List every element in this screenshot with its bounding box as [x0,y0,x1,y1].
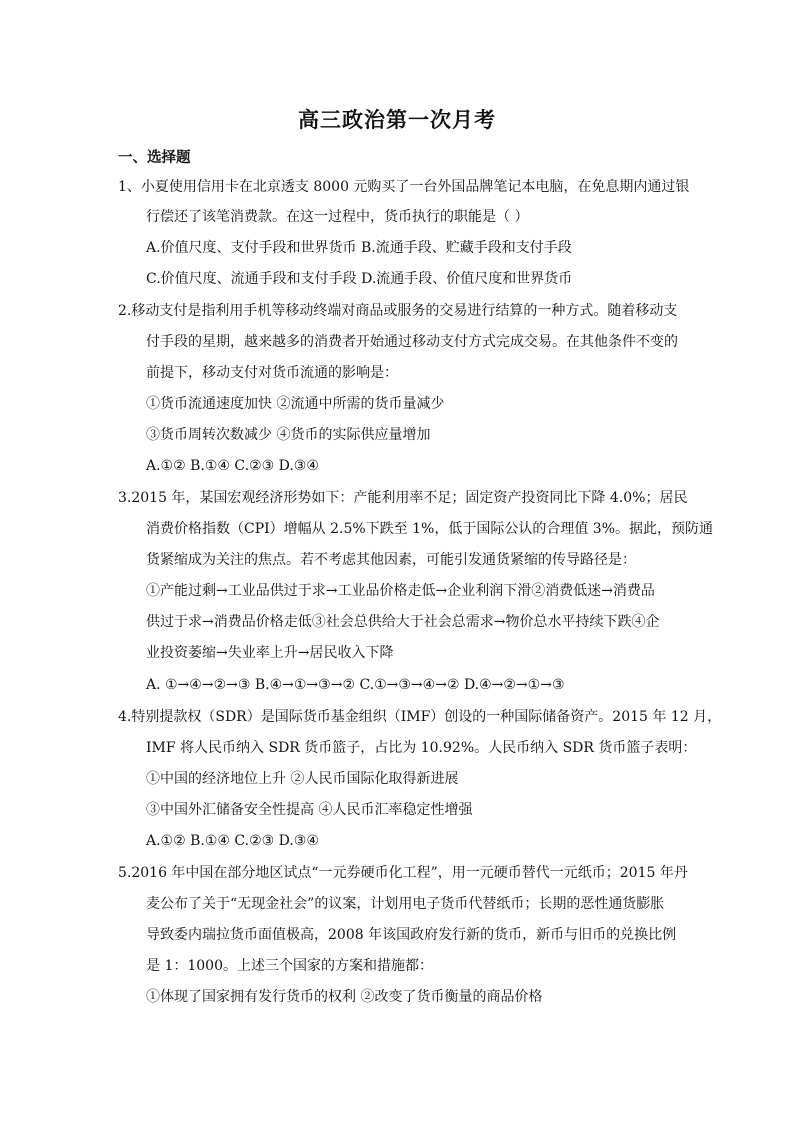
question-2-option-row: A.①② B.①④ C.②③ D.③④ [146,458,319,474]
question-3-item-row: 业投资萎缩→失业率上升→居民收入下降 [146,645,394,661]
question-2-item-row: ①货币流通速度加快 ②流通中所需的货币量减少 [146,396,445,412]
question-4-item-row: ①中国的经济地位上升 ②人民币国际化取得新进展 [146,771,459,787]
question-2-stem: 2.移动支付是指利用手机等移动终端对商品或服务的交易进行结算的一种方式。随着移动支 [118,303,678,319]
question-3-stem: 货紧缩成为关注的焦点。若不考虑其他因素，可能引发通货紧缩的传导路径是： [146,552,636,568]
question-2-stem: 付手段的星期，越来越多的消费者开始通过移动支付方式完成交易。在其他条件不变的 [146,334,678,350]
question-3-stem: 3.2015 年，某国宏观经济形势如下：产能利用率不足；固定资产投资同比下降 4.0%；居民 [118,490,688,506]
question-1-option-row: A.价值尺度、支付手段和世界货币 B.流通手段、贮藏手段和支付手段 [146,240,572,256]
question-2-stem: 前提下，移动支付对货币流通的影响是： [146,365,398,381]
question-4-stem: IMF 将人民币纳入 SDR 货币篮子，占比为 10.92%。人民币纳入 SDR 货币篮子表明： [146,740,697,756]
section-heading: 一、选择题 [118,149,191,166]
question-3-item-row: 供过于求→消费品价格走低③社会总供给大于社会总需求→物价总水平持续下跌④企 [146,614,660,630]
question-1-option-row: C.价值尺度、流通手段和支付手段 D.流通手段、价值尺度和世界货币 [146,271,573,287]
question-5-item-row: ①体现了国家拥有发行货币的权利 ②改变了货币衡量的商品价格 [146,989,543,1005]
question-4-stem: 4.特别提款权（SDR）是国际货币基金组织（IMF）创设的一种国际储备资产。2015 年 12 月， [118,709,722,725]
question-4-item-row: ③中国外汇储备安全性提高 ④人民币汇率稳定性增强 [146,802,473,818]
question-3-item-row: ①产能过剩→工业品供过于求→工业品价格走低→企业利润下滑②消费低迷→消费品 [146,583,655,599]
page-title: 高三政治第一次月考 [298,107,496,132]
question-5-stem: 麦公布了关于“无现金社会”的议案，计划用电子货币代替纸币；长期的恶性通货膨胀 [146,896,665,912]
question-1-stem: 1、小夏使用信用卡在北京透支 8000 元购买了一台外国品牌笔记本电脑，在免息期内通过银 [118,179,690,195]
question-3-stem: 消费价格指数（CPI）增幅从 2.5%下跌至 1%，低于国际公认的合理值 3%。据此，预防通 [146,521,713,537]
question-1-stem: 行偿还了该笔消费款。在这一过程中，货币执行的职能是（ ） [146,209,529,225]
question-2-item-row: ③货币周转次数减少 ④货币的实际供应量增加 [146,427,431,443]
question-5-stem: 是 1：1000。上述三个国家的方案和措施都： [146,958,433,974]
question-3-option-row: A. ①→④→②→③ B.④→①→③→② C.①→③→④→② D.④→②→①→③ [146,677,565,693]
question-4-option-row: A.①② B.①④ C.②③ D.③④ [146,833,319,849]
question-5-stem: 导致委内瑞拉货币面值极高，2008 年该国政府发行新的货币，新币与旧币的兑换比例 [146,927,677,943]
question-5-stem: 5.2016 年中国在部分地区试点“一元券硬币化工程”，用一元硬币替代一元纸币；2015 年丹 [118,865,688,881]
